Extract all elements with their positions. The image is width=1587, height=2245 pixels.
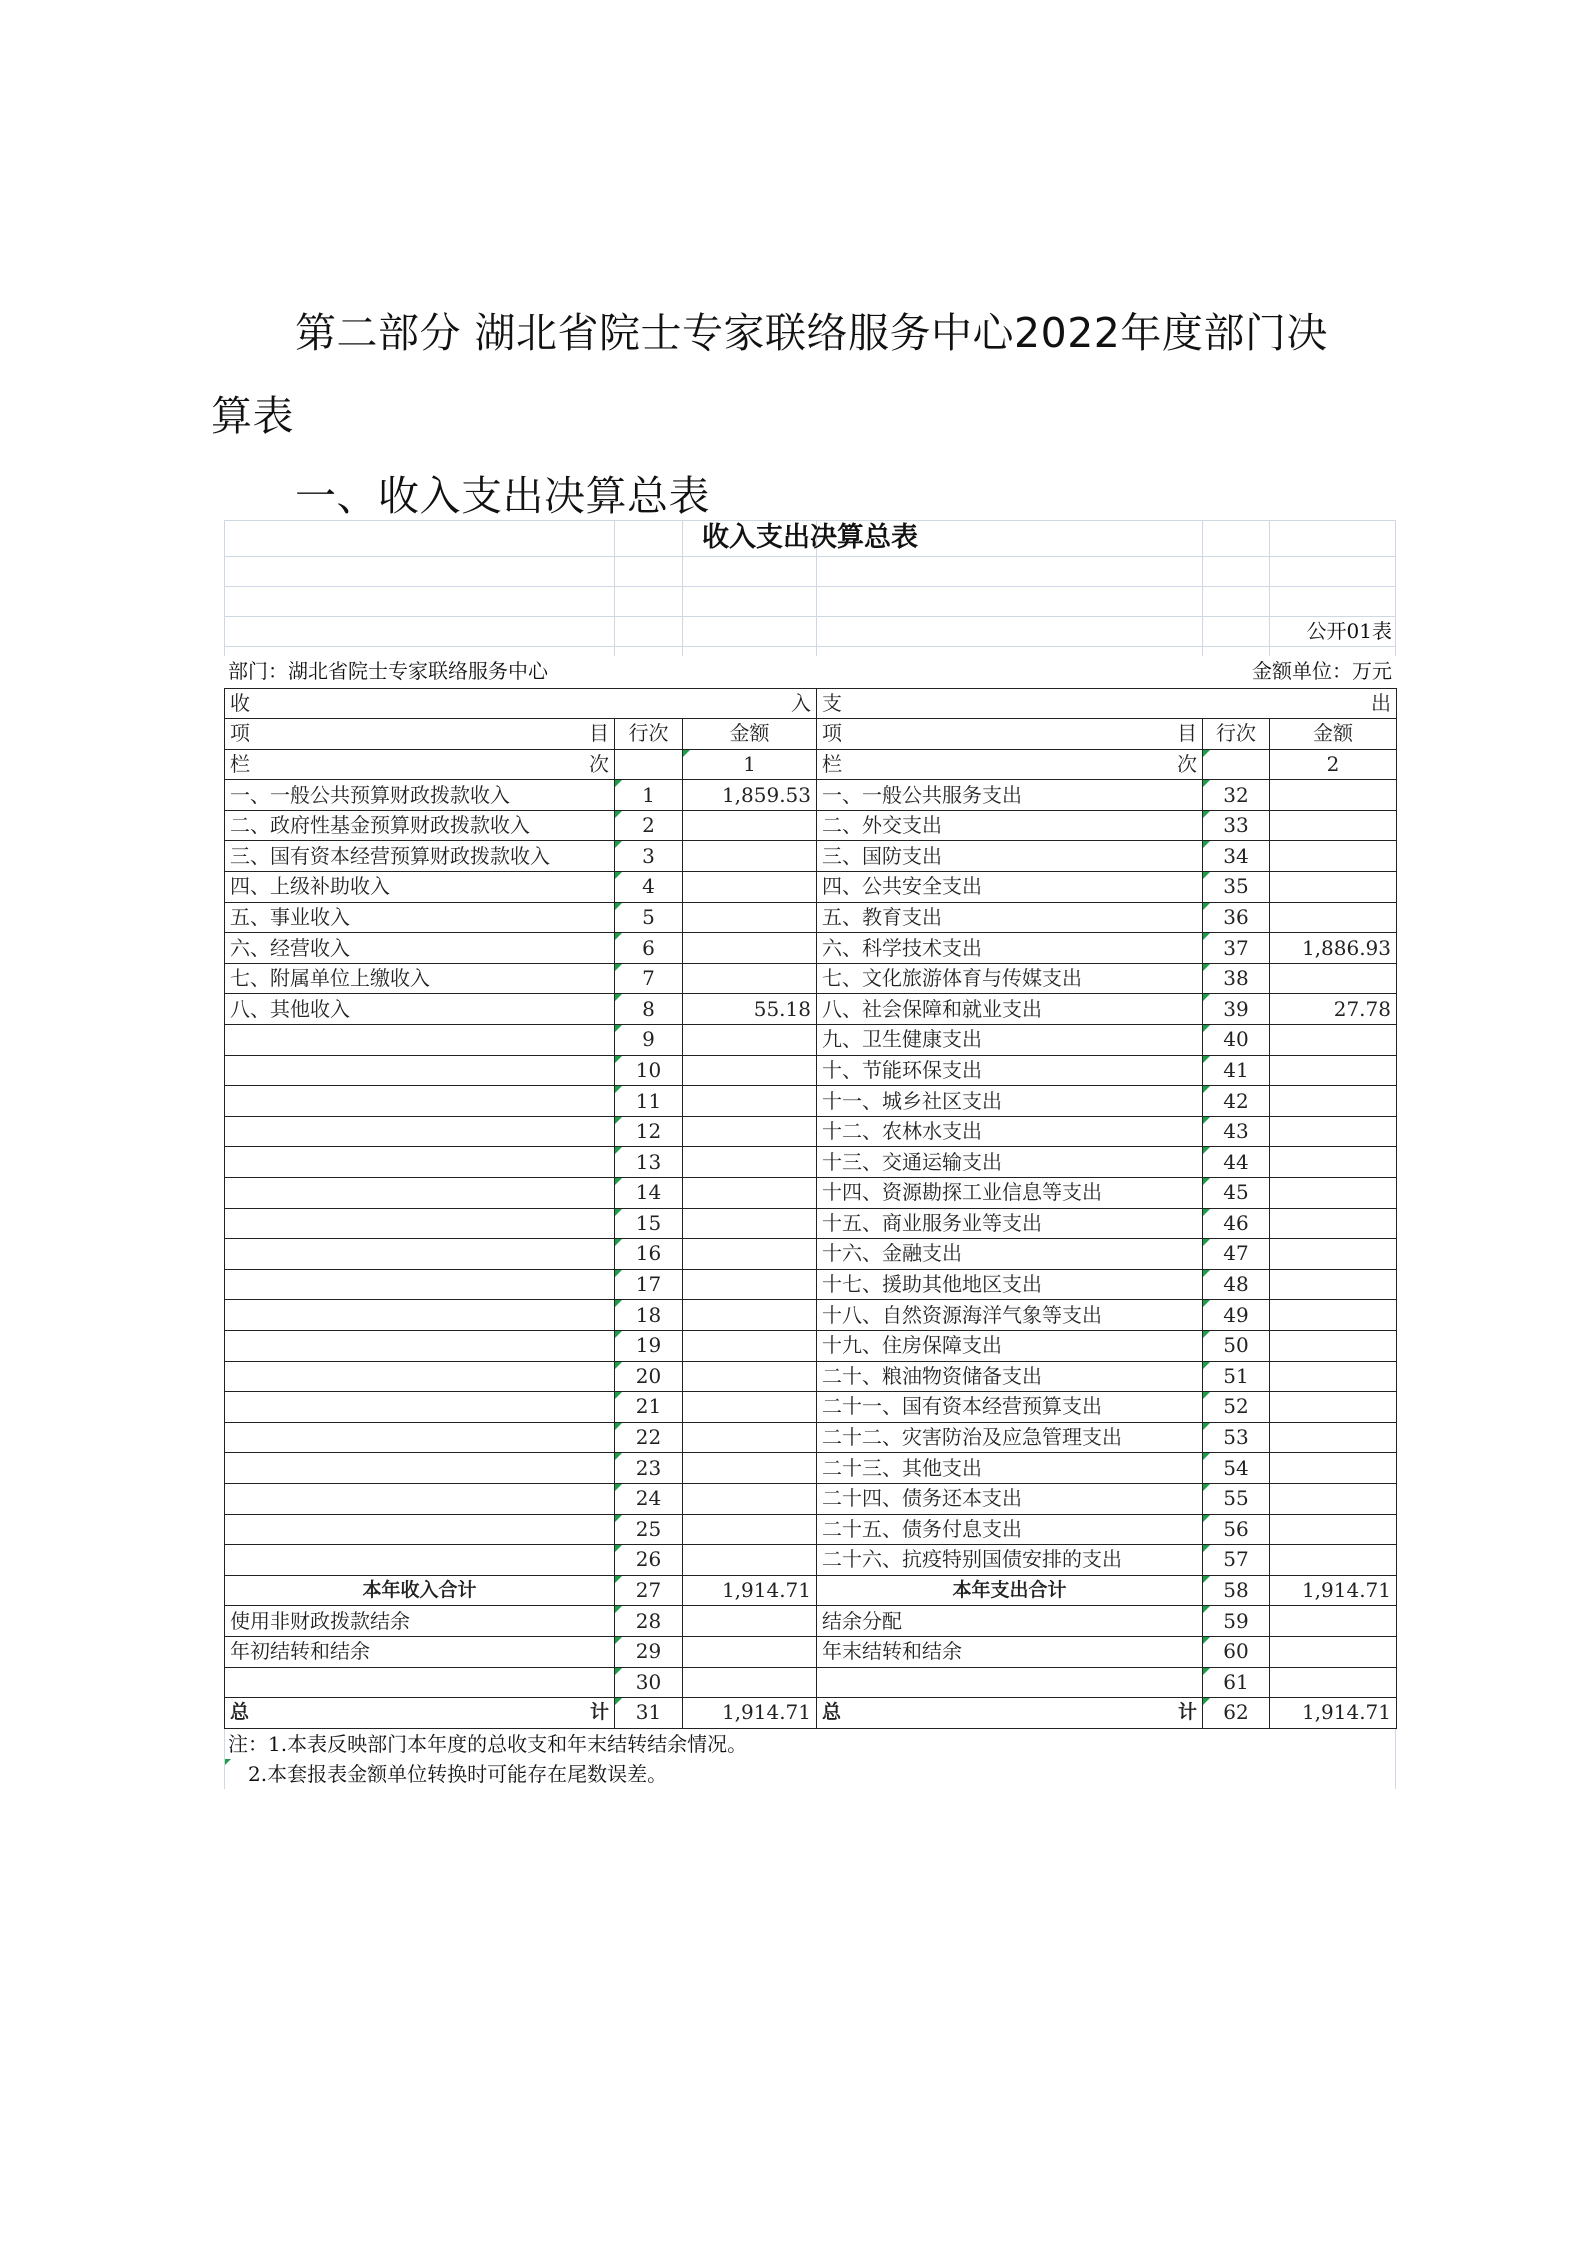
income-item xyxy=(225,1055,615,1086)
income-line-no: 26 xyxy=(615,1545,683,1576)
income-amount xyxy=(683,902,817,933)
expense-item: 二十三、其他支出 xyxy=(817,1453,1203,1484)
income-item: 使用非财政拨款结余 xyxy=(225,1606,615,1637)
line-no-header: 行次 xyxy=(1203,719,1270,750)
expense-line-no: 49 xyxy=(1203,1300,1270,1331)
note-1: 注：1.本表反映部门本年度的总收支和年末结转结余情况。 xyxy=(228,1731,748,1756)
expense-line-no: 33 xyxy=(1203,810,1270,841)
expense-item: 年末结转和结余 xyxy=(817,1636,1203,1667)
unit-label: 金额单位：万元 xyxy=(1252,659,1392,683)
expense-line-no: 40 xyxy=(1203,1025,1270,1056)
expense-item: 二十六、抗疫特别国债安排的支出 xyxy=(817,1545,1203,1576)
table-row xyxy=(225,1086,1397,1117)
income-amount xyxy=(683,1055,817,1086)
income-total-amount: 1,914.71 xyxy=(683,1698,817,1729)
expense-item: 七、文化旅游体育与传媒支出 xyxy=(817,963,1203,994)
expense-item: 十四、资源勘探工业信息等支出 xyxy=(817,1178,1203,1209)
income-item xyxy=(225,1269,615,1300)
expense-line-no: 55 xyxy=(1203,1483,1270,1514)
income-item xyxy=(225,1178,615,1209)
expense-amount xyxy=(1270,1269,1397,1300)
line-no-header: 行次 xyxy=(615,719,683,750)
table-row xyxy=(225,1453,1397,1484)
income-amount: 55.18 xyxy=(683,994,817,1025)
income-item: 七、附属单位上缴收入 xyxy=(225,963,615,994)
expense-line-no: 47 xyxy=(1203,1239,1270,1270)
expense-amount xyxy=(1270,1178,1397,1209)
income-line-no: 4 xyxy=(615,872,683,903)
income-item xyxy=(225,1545,615,1576)
table-row xyxy=(225,1636,1397,1667)
income-amount xyxy=(683,1086,817,1117)
expense-amount xyxy=(1270,1055,1397,1086)
expense-line-no: 36 xyxy=(1203,902,1270,933)
department-label: 部门：湖北省院士专家联络服务中心 xyxy=(228,659,548,683)
subtotal-row xyxy=(225,1575,1397,1606)
income-amount xyxy=(683,1208,817,1239)
expense-line-no: 37 xyxy=(1203,933,1270,964)
income-line-no: 22 xyxy=(615,1422,683,1453)
part-heading-line2: 算表 xyxy=(211,392,294,440)
expense-amount xyxy=(1270,1514,1397,1545)
income-item: 三、国有资本经营预算财政拨款收入 xyxy=(225,841,615,872)
income-item: 八、其他收入 xyxy=(225,994,615,1025)
income-item: 年初结转和结余 xyxy=(225,1636,615,1667)
expense-amount xyxy=(1270,1667,1397,1698)
expense-item: 二十四、债务还本支出 xyxy=(817,1483,1203,1514)
income-amount xyxy=(683,963,817,994)
note-2: 2.本套报表金额单位转换时可能存在尾数误差。 xyxy=(248,1761,668,1786)
income-amount xyxy=(683,1392,817,1423)
income-amount xyxy=(683,1514,817,1545)
income-item xyxy=(225,1086,615,1117)
income-amount xyxy=(683,1667,817,1698)
table-row xyxy=(225,1055,1397,1086)
expense-line-no: 53 xyxy=(1203,1422,1270,1453)
expense-amount xyxy=(1270,1545,1397,1576)
expense-item: 十三、交通运输支出 xyxy=(817,1147,1203,1178)
amount-header: 金额 xyxy=(1270,719,1397,750)
expense-line-no: 43 xyxy=(1203,1116,1270,1147)
expense-amount xyxy=(1270,1147,1397,1178)
expense-line-no: 59 xyxy=(1203,1606,1270,1637)
table-row xyxy=(225,963,1397,994)
income-header: 收 入 xyxy=(225,688,817,719)
expense-item: 十八、自然资源海洋气象等支出 xyxy=(817,1300,1203,1331)
income-line-no: 15 xyxy=(615,1208,683,1239)
income-amount xyxy=(683,1361,817,1392)
expense-amount xyxy=(1270,841,1397,872)
income-line-no: 19 xyxy=(615,1330,683,1361)
income-line-no: 27 xyxy=(615,1575,683,1606)
income-line-no: 7 xyxy=(615,963,683,994)
income-item xyxy=(225,1483,615,1514)
expense-amount xyxy=(1270,963,1397,994)
amount-header: 金额 xyxy=(683,719,817,750)
col-index-expense: 2 xyxy=(1270,749,1397,780)
expense-item: 十七、援助其他地区支出 xyxy=(817,1269,1203,1300)
expense-item: 二十五、债务付息支出 xyxy=(817,1514,1203,1545)
income-amount xyxy=(683,872,817,903)
table-row xyxy=(225,1300,1397,1331)
table-row xyxy=(225,1422,1397,1453)
income-line-no: 13 xyxy=(615,1147,683,1178)
expense-item: 六、科学技术支出 xyxy=(817,933,1203,964)
table-row xyxy=(225,994,1397,1025)
col-index-label: 栏 次 xyxy=(225,749,615,780)
form-number: 公开01表 xyxy=(1306,619,1392,643)
expense-amount xyxy=(1270,1422,1397,1453)
income-amount xyxy=(683,1636,817,1667)
income-line-no: 9 xyxy=(615,1025,683,1056)
item-header: 项 目 xyxy=(225,719,615,750)
income-line-no: 12 xyxy=(615,1116,683,1147)
income-item xyxy=(225,1025,615,1056)
income-amount xyxy=(683,1239,817,1270)
part-heading-line1: 第二部分 湖北省院士专家联络服务中心2022年度部门决 xyxy=(295,309,1328,357)
table-row xyxy=(225,1361,1397,1392)
income-amount xyxy=(683,1116,817,1147)
table-row xyxy=(225,1239,1397,1270)
income-item xyxy=(225,1453,615,1484)
expense-line-no: 58 xyxy=(1203,1575,1270,1606)
table-row xyxy=(225,810,1397,841)
expense-total-amount: 1,914.71 xyxy=(1270,1698,1397,1729)
income-amount xyxy=(683,1422,817,1453)
income-line-no: 25 xyxy=(615,1514,683,1545)
income-item: 一、一般公共预算财政拨款收入 xyxy=(225,780,615,811)
income-item xyxy=(225,1239,615,1270)
expense-amount xyxy=(1270,1208,1397,1239)
table-row xyxy=(225,1116,1397,1147)
income-line-no: 5 xyxy=(615,902,683,933)
expense-item: 五、教育支出 xyxy=(817,902,1203,933)
expense-item: 二十二、灾害防治及应急管理支出 xyxy=(817,1422,1203,1453)
income-item: 五、事业收入 xyxy=(225,902,615,933)
income-line-no: 8 xyxy=(615,994,683,1025)
expense-item: 十二、农林水支出 xyxy=(817,1116,1203,1147)
expense-line-no: 61 xyxy=(1203,1667,1270,1698)
expense-item xyxy=(817,1667,1203,1698)
table-row xyxy=(225,1147,1397,1178)
expense-item: 二十一、国有资本经营预算支出 xyxy=(817,1392,1203,1423)
income-amount xyxy=(683,1606,817,1637)
expense-amount: 1,914.71 xyxy=(1270,1575,1397,1606)
income-item xyxy=(225,1514,615,1545)
income-line-no: 29 xyxy=(615,1636,683,1667)
table-row xyxy=(225,1514,1397,1545)
expense-item: 三、国防支出 xyxy=(817,841,1203,872)
expense-line-no: 52 xyxy=(1203,1392,1270,1423)
expense-item: 九、卫生健康支出 xyxy=(817,1025,1203,1056)
expense-line-no: 51 xyxy=(1203,1361,1270,1392)
income-item xyxy=(225,1208,615,1239)
table-row xyxy=(225,1330,1397,1361)
income-line-no: 28 xyxy=(615,1606,683,1637)
expense-line-no: 39 xyxy=(1203,994,1270,1025)
income-amount xyxy=(683,841,817,872)
expense-line-no: 45 xyxy=(1203,1178,1270,1209)
expense-line-no: 50 xyxy=(1203,1330,1270,1361)
total-row xyxy=(225,1698,1397,1729)
expense-line-no: 54 xyxy=(1203,1453,1270,1484)
expense-item: 十九、住房保障支出 xyxy=(817,1330,1203,1361)
income-total-line-no: 31 xyxy=(615,1698,683,1729)
table-row xyxy=(225,841,1397,872)
income-line-no: 10 xyxy=(615,1055,683,1086)
table-row xyxy=(225,1667,1397,1698)
income-amount xyxy=(683,1453,817,1484)
table-row xyxy=(225,1269,1397,1300)
expense-amount xyxy=(1270,1606,1397,1637)
budget-table xyxy=(224,688,1397,1729)
expense-amount xyxy=(1270,1330,1397,1361)
income-line-no: 30 xyxy=(615,1667,683,1698)
expense-amount xyxy=(1270,1025,1397,1056)
expense-line-no: 46 xyxy=(1203,1208,1270,1239)
table-row xyxy=(225,1392,1397,1423)
income-amount xyxy=(683,1545,817,1576)
expense-line-no: 35 xyxy=(1203,872,1270,903)
expense-item: 本年支出合计 xyxy=(817,1575,1203,1606)
expense-line-no: 41 xyxy=(1203,1055,1270,1086)
table-row xyxy=(225,1606,1397,1637)
income-line-no: 1 xyxy=(615,780,683,811)
expense-item: 十、节能环保支出 xyxy=(817,1055,1203,1086)
income-line-no: 6 xyxy=(615,933,683,964)
expense-amount xyxy=(1270,1116,1397,1147)
expense-amount xyxy=(1270,1300,1397,1331)
table-title: 收入支出决算总表 xyxy=(702,522,918,553)
notes xyxy=(224,1729,1396,1789)
income-item xyxy=(225,1330,615,1361)
income-item xyxy=(225,1361,615,1392)
expense-line-no: 56 xyxy=(1203,1514,1270,1545)
income-item xyxy=(225,1116,615,1147)
col-index-income: 1 xyxy=(683,749,817,780)
header-row-income-expense xyxy=(225,688,1397,719)
col-index-label: 栏 次 xyxy=(817,749,1203,780)
income-line-no: 21 xyxy=(615,1392,683,1423)
expense-total-line-no: 62 xyxy=(1203,1698,1270,1729)
expense-total-label: 总 计 xyxy=(817,1698,1203,1729)
table-row xyxy=(225,1025,1397,1056)
income-line-no: 17 xyxy=(615,1269,683,1300)
table-row xyxy=(225,1483,1397,1514)
table-row xyxy=(225,780,1397,811)
income-line-no: 16 xyxy=(615,1239,683,1270)
table-row xyxy=(225,1178,1397,1209)
income-amount xyxy=(683,1483,817,1514)
expense-line-no: 38 xyxy=(1203,963,1270,994)
income-item: 本年收入合计 xyxy=(225,1575,615,1606)
income-item: 四、上级补助收入 xyxy=(225,872,615,903)
expense-item: 结余分配 xyxy=(817,1606,1203,1637)
expense-line-no: 44 xyxy=(1203,1147,1270,1178)
expense-amount xyxy=(1270,1453,1397,1484)
table-row xyxy=(225,933,1397,964)
expense-amount: 1,886.93 xyxy=(1270,933,1397,964)
expense-amount xyxy=(1270,902,1397,933)
expense-item: 十一、城乡社区支出 xyxy=(817,1086,1203,1117)
income-line-no: 11 xyxy=(615,1086,683,1117)
section-heading: 一、收入支出决算总表 xyxy=(295,472,710,520)
expense-item: 十五、商业服务业等支出 xyxy=(817,1208,1203,1239)
expense-header: 支 出 xyxy=(817,688,1397,719)
expense-line-no: 57 xyxy=(1203,1545,1270,1576)
income-line-no: 14 xyxy=(615,1178,683,1209)
header-row-columns xyxy=(225,719,1397,750)
expense-item: 十六、金融支出 xyxy=(817,1239,1203,1270)
item-header: 项 目 xyxy=(817,719,1203,750)
income-line-no: 2 xyxy=(615,810,683,841)
expense-amount xyxy=(1270,810,1397,841)
income-line-no: 23 xyxy=(615,1453,683,1484)
income-amount xyxy=(683,1025,817,1056)
expense-line-no: 48 xyxy=(1203,1269,1270,1300)
income-item xyxy=(225,1667,615,1698)
expense-line-no: 42 xyxy=(1203,1086,1270,1117)
income-amount: 1,859.53 xyxy=(683,780,817,811)
income-total-label: 总 计 xyxy=(225,1698,615,1729)
expense-item: 四、公共安全支出 xyxy=(817,872,1203,903)
income-amount xyxy=(683,1269,817,1300)
income-amount: 1,914.71 xyxy=(683,1575,817,1606)
expense-item: 一、一般公共服务支出 xyxy=(817,780,1203,811)
expense-item: 八、社会保障和就业支出 xyxy=(817,994,1203,1025)
expense-line-no: 32 xyxy=(1203,780,1270,811)
expense-item: 二、外交支出 xyxy=(817,810,1203,841)
income-item: 二、政府性基金预算财政拨款收入 xyxy=(225,810,615,841)
income-item xyxy=(225,1422,615,1453)
expense-amount xyxy=(1270,780,1397,811)
table-row xyxy=(225,902,1397,933)
income-line-no: 3 xyxy=(615,841,683,872)
expense-amount xyxy=(1270,1361,1397,1392)
income-amount xyxy=(683,1330,817,1361)
expense-line-no: 34 xyxy=(1203,841,1270,872)
income-amount xyxy=(683,1147,817,1178)
income-line-no: 18 xyxy=(615,1300,683,1331)
expense-amount xyxy=(1270,1483,1397,1514)
table-row xyxy=(225,872,1397,903)
income-item xyxy=(225,1147,615,1178)
expense-amount xyxy=(1270,1636,1397,1667)
income-line-no: 24 xyxy=(615,1483,683,1514)
income-amount xyxy=(683,810,817,841)
table-row xyxy=(225,1545,1397,1576)
income-item xyxy=(225,1392,615,1423)
spreadsheet xyxy=(224,520,1396,1789)
expense-amount xyxy=(1270,1239,1397,1270)
expense-amount xyxy=(1270,1086,1397,1117)
income-item: 六、经营收入 xyxy=(225,933,615,964)
expense-amount: 27.78 xyxy=(1270,994,1397,1025)
income-amount xyxy=(683,933,817,964)
header-row-col-index xyxy=(225,749,1397,780)
expense-line-no: 60 xyxy=(1203,1636,1270,1667)
income-item xyxy=(225,1300,615,1331)
expense-amount xyxy=(1270,872,1397,903)
meta-row xyxy=(224,656,1396,688)
expense-amount xyxy=(1270,1392,1397,1423)
income-amount xyxy=(683,1300,817,1331)
income-amount xyxy=(683,1178,817,1209)
income-line-no: 20 xyxy=(615,1361,683,1392)
grid-header-area xyxy=(224,520,1396,656)
table-row xyxy=(225,1208,1397,1239)
expense-item: 二十、粮油物资储备支出 xyxy=(817,1361,1203,1392)
